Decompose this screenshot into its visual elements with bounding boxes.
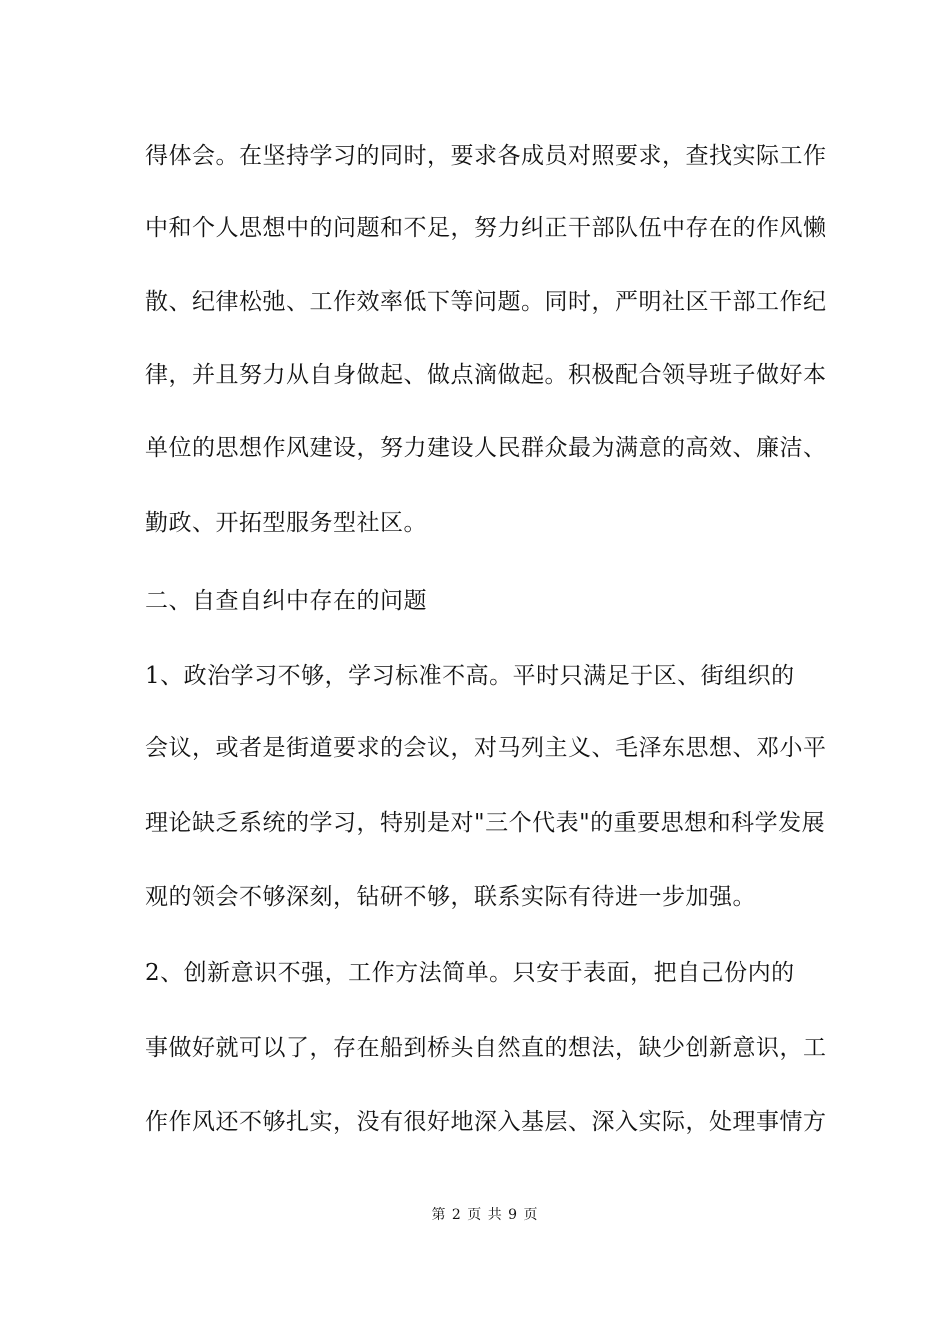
text-line: 单位的思想作风建设，努力建设人民群众最为满意的高效、廉洁、 [145,435,827,461]
text-line: 律，并且努力从自身做起、做点滴做起。积极配合领导班子做好本 [145,362,827,388]
text-line: 勤政、开拓型服务型社区。 [145,510,427,536]
text-line: 2、创新意识不强，工作方法简单。只安于表面，把自己份内的 [145,960,795,986]
text-line: 观的领会不够深刻，钻研不够，联系实际有待进一步加强。 [145,884,756,910]
text-line: 1、政治学习不够，学习标准不高。平时只满足于区、街组织的 [145,663,795,689]
text-line: 中和个人思想中的问题和不足，努力纠正干部队伍中存在的作风懒 [145,215,827,241]
section-heading: 二、自查自纠中存在的问题 [145,588,427,614]
text-line: 事做好就可以了，存在船到桥头自然直的想法，缺少创新意识，工 [145,1035,827,1061]
text-line: 作作风还不够扎实，没有很好地深入基层、深入实际，处理事情方 [145,1109,827,1135]
text-line: 会议，或者是街道要求的会议，对马列主义、毛泽东思想、邓小平 [145,735,827,761]
page-number-footer: 第 2 页 共 9 页 [431,1207,539,1223]
text-line: 得体会。在坚持学习的同时，要求各成员对照要求，查找实际工作 [145,143,827,169]
text-line: 散、纪律松弛、工作效率低下等问题。同时，严明社区干部工作纪 [145,289,827,315]
text-line: 理论缺乏系统的学习，特别是对"三个代表"的重要思想和科学发展 [145,810,826,836]
